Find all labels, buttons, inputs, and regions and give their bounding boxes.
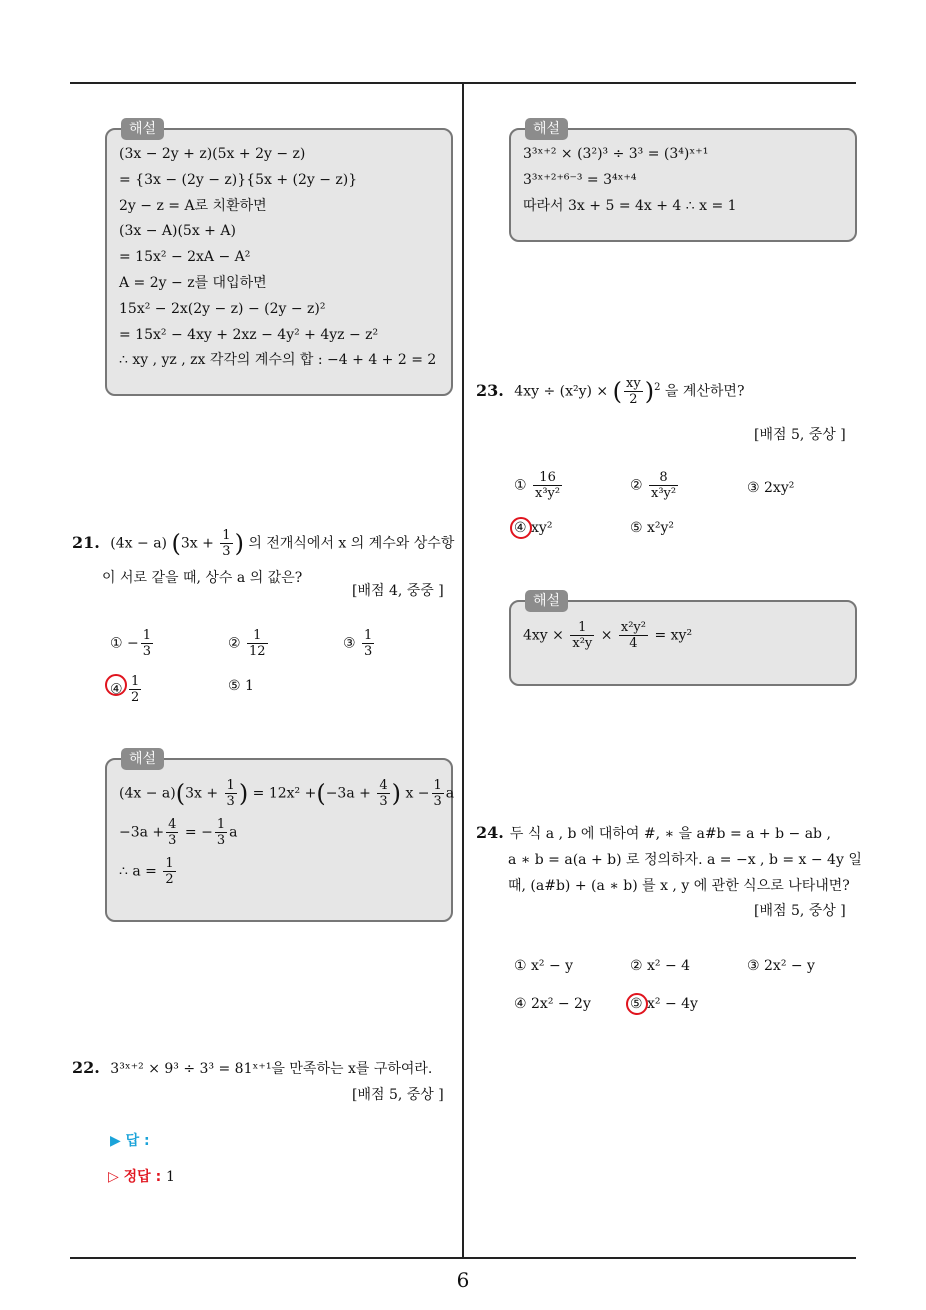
question-23: 23. 4xy ÷ (x²y) × ( $\frac{xy}{2}$ )$^2$ 을 계산하면? — [476, 376, 745, 407]
option-21-5[interactable]: ⑤ 1 — [228, 678, 254, 694]
page-number: 6 — [456, 1268, 470, 1292]
expr: (4x − a) — [110, 535, 168, 552]
question-number: 22. — [72, 1058, 100, 1077]
option-24-2[interactable]: ② x² − 4 — [630, 958, 691, 974]
solution-line: ∴ a = $\frac{1}{2}$ — [119, 856, 174, 887]
solution-line: 3³ˣ⁺²⁺⁶⁻³ = 3⁴ˣ⁺⁴ — [523, 171, 637, 188]
option-21-2[interactable]: ② $\frac{1}{12}$ — [228, 628, 266, 659]
solution-box-20 — [105, 121, 453, 396]
solution-line: = 15x² − 4xy + 2xz − 4y² + 4yz − z² — [119, 326, 379, 343]
points-24: [배점 5, 중상 ] — [754, 903, 846, 919]
solution-line: A = 2y − z를 대입하면 — [119, 274, 267, 291]
question-21: 21. (4x − a) (3x + $\frac{1}{3}$ ) 의 전개식에서 x 의 계수와 상수항 이 서로 같을 때, 상수 a 의 값은? — [72, 528, 455, 586]
expr: 3x + — [180, 535, 214, 552]
solution-line: 4xy × $\frac{1}{\text{x²y}}$ × $\frac{\text{x²y²}}{4}$ = xy² — [523, 620, 693, 651]
option-24-1[interactable]: ① x² − y — [514, 958, 574, 974]
solution-line: ∴ xy , yz , zx 각각의 계수의 합 : −4 + 4 + 2 = 2 — [119, 352, 437, 369]
solution-line: 2y − z = A로 치환하면 — [119, 197, 267, 214]
points-21: [배점 4, 중중 ] — [352, 583, 444, 599]
points-23: [배점 5, 중상 ] — [754, 427, 846, 443]
solution-line: (3x − 2y + z)(5x + 2y − z) — [119, 146, 306, 162]
correct-answer: ▷ 정답 : 1 — [108, 1169, 175, 1185]
fraction: $\frac{xy}{2}$ — [626, 376, 641, 407]
column-divider — [462, 82, 464, 1258]
question-text: 을 계산하면? — [664, 383, 745, 400]
option-23-2[interactable]: ② $\frac{8}{\text{x³y²}}$ — [630, 470, 677, 501]
solution-tag: 해설 — [525, 118, 568, 140]
option-24-5[interactable]: ⑤ x² − 4y — [630, 996, 698, 1012]
option-21-1[interactable]: ① − $\frac{1}{3}$ — [110, 628, 152, 659]
solution-tag: 해설 — [525, 590, 568, 612]
solution-line: = 15x² − 2xA − A² — [119, 249, 251, 266]
solution-box-21 — [105, 751, 455, 922]
correct-answer-value: 1 — [166, 1169, 175, 1185]
option-23-4[interactable]: ④ xy² — [514, 520, 553, 536]
question-text: 때, (a#b) + (a ∗ b) 를 x , y 에 관한 식으로 나타내면? — [508, 878, 850, 894]
option-21-3[interactable]: ③ $\frac{1}{3}$ — [343, 628, 373, 659]
option-24-4[interactable]: ④ 2x² − 2y — [514, 996, 591, 1012]
solution-box-22 — [509, 121, 857, 242]
question-number: 21. — [72, 532, 100, 552]
solution-line: −3a + $\frac{4}{3}$ = − $\frac{1}{3}$ a — [119, 817, 238, 848]
question-22 — [72, 1058, 432, 1078]
expr: 4xy ÷ (x²y) × — [514, 383, 609, 400]
question-24 — [476, 820, 860, 899]
solution-line: (3x − A)(5x + A) — [119, 223, 236, 240]
solution-tag: 해설 — [121, 748, 164, 770]
answer-mark-21 — [105, 674, 127, 696]
option-23-5[interactable]: ⑤ x²y² — [630, 520, 675, 536]
option-24-3[interactable]: ③ 2x² − y — [747, 958, 815, 974]
solution-line: 따라서 3x + 5 = 4x + 4 ∴ x = 1 — [523, 197, 737, 214]
fraction: $\frac{1}{3}$ — [222, 528, 231, 559]
solution-line: 15x² − 2x(2y − z) − (2y − z)² — [119, 300, 326, 317]
solution-line: 3³ˣ⁺² × (3²)³ ÷ 3³ = (3⁴)ˣ⁺¹ — [523, 146, 709, 162]
question-number: 24. — [476, 823, 504, 842]
solution-line: (4x − a)(3x + $\frac{1}{3}$ ) = 12x² +(−3a + $\frac{4}{3}$ ) x − $\frac{1}{3}$ a — [119, 778, 455, 809]
question-text: 두 식 a , b 에 대하여 #, ∗ 을 a#b = a + b − ab , — [509, 826, 831, 842]
question-text: 3³ˣ⁺² × 9³ ÷ 3³ = 81ˣ⁺¹을 만족하는 x를 구하여라. — [110, 1061, 433, 1077]
bottom-rule — [70, 1257, 856, 1259]
solution-tag: 해설 — [121, 118, 164, 140]
question-text: 의 전개식에서 x 의 계수와 상수항 — [248, 535, 455, 552]
answer-mark-24 — [626, 993, 648, 1015]
solution-box-23 — [509, 593, 857, 686]
option-23-3[interactable]: ③ 2xy² — [747, 480, 795, 496]
question-text: a ∗ b = a(a + b) 로 정의하자. a = −x , b = x − 4y 일 — [508, 852, 862, 868]
answer-label[interactable]: ▶ 답 : — [110, 1133, 150, 1149]
option-23-1[interactable]: ① $\frac{16}{\text{x³y²}}$ — [514, 470, 561, 501]
question-number: 23. — [476, 380, 504, 400]
option-21-4[interactable]: ④ $\frac{1}{2}$ — [110, 674, 140, 705]
question-text: 이 서로 같을 때, 상수 a 의 값은? — [102, 570, 303, 586]
points-22: [배점 5, 중상 ] — [352, 1087, 444, 1103]
answer-mark-23 — [510, 517, 532, 539]
solution-line: = {3x − (2y − z)}{5x + (2y − z)} — [119, 171, 358, 188]
